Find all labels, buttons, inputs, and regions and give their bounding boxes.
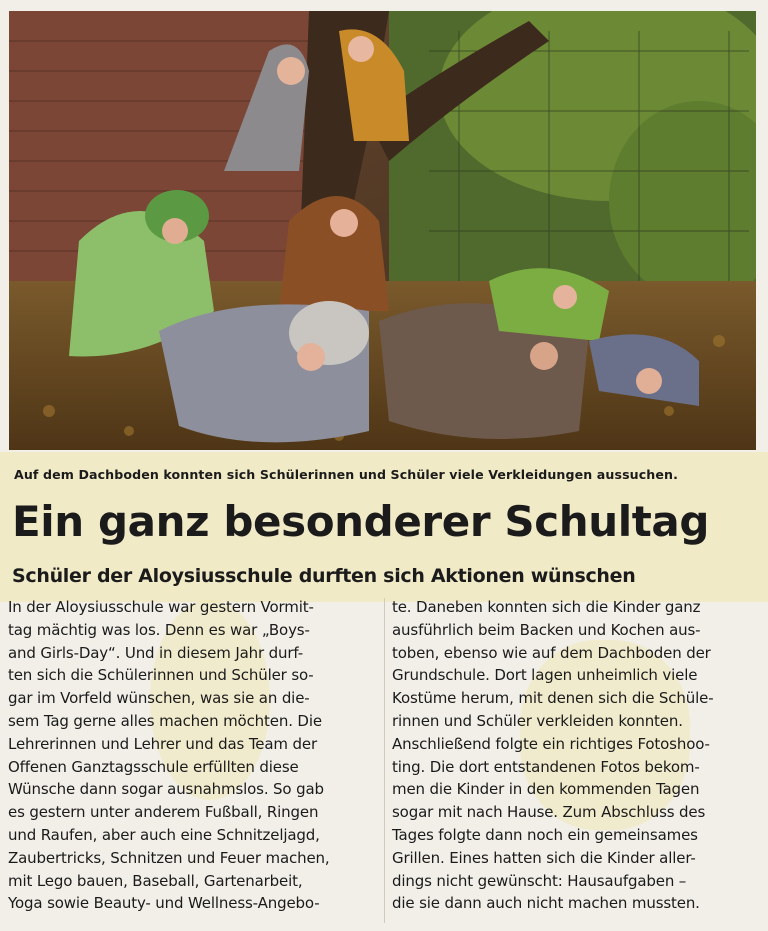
text-line: Tages folgte dann noch ein gemeinsames	[392, 825, 698, 844]
text-line: und Raufen, aber auch eine Schnitzeljagd,	[8, 825, 320, 844]
text-line: sogar mit nach Hause. Zum Abschluss des	[392, 803, 706, 822]
text-line: Offenen Ganztagsschule erfüllten diese	[8, 757, 299, 776]
article-photo	[9, 11, 756, 450]
article-column-2	[392, 596, 762, 915]
text-line: Kostüme herum, mit denen sich die Schüle-	[392, 689, 714, 708]
text-line: Yoga sowie Beauty- und Wellness-Angebo-	[8, 894, 320, 913]
text-line: Zaubertricks, Schnitzen und Feuer machen,	[8, 848, 330, 867]
text-line: tag mächtig was los. Denn es war „Boys-	[8, 620, 310, 639]
text-line: Anschließend folgte ein richtiges Fotoshoo-	[392, 734, 710, 753]
text-line: gar im Vorfeld wünschen, was sie an die-	[8, 689, 310, 708]
text-line: ten sich die Schülerinnen und Schüler so-	[8, 666, 314, 685]
text-line: and Girls-Day“. Und in diesem Jahr durf-	[8, 643, 303, 662]
article-headline: Ein ganz besonderer Schultag	[12, 497, 709, 546]
text-line: toben, ebenso wie auf dem Dachboden der	[392, 643, 711, 662]
text-line: die sie dann auch nicht machen mussten.	[392, 894, 700, 913]
text-line: Wünsche dann sogar ausnahmslos. So gab	[8, 780, 324, 799]
text-line: men die Kinder in den kommenden Tagen	[392, 780, 700, 799]
photo-caption: Auf dem Dachboden konnten sich Schülerinnen und Schüler viele Verkleidungen aussuchen.	[14, 467, 678, 482]
text-line: rinnen und Schüler verkleiden konnten.	[392, 711, 683, 730]
article-subheadline: Schüler der Aloysiusschule durften sich Aktionen wünschen	[12, 565, 636, 587]
text-line: dings nicht gewünscht: Hausaufgaben –	[392, 871, 687, 890]
photo-children-costumes-icon	[9, 11, 756, 450]
text-line: sem Tag gerne alles machen möchten. Die	[8, 711, 322, 730]
text-line: ausführlich beim Backen und Kochen aus-	[392, 620, 701, 639]
article-column-1	[8, 596, 380, 915]
text-line: Grundschule. Dort lagen unheimlich viele	[392, 666, 698, 685]
text-line: te. Daneben konnten sich die Kinder ganz	[392, 598, 701, 616]
text-line: In der Aloysiusschule war gestern Vormit-	[8, 598, 314, 616]
text-line: Lehrerinnen und Lehrer und das Team der	[8, 734, 317, 753]
text-line: ting. Die dort entstandenen Fotos bekom-	[392, 757, 700, 776]
text-line: Grillen. Eines hatten sich die Kinder aller-	[392, 848, 696, 867]
text-line: es gestern unter anderem Fußball, Ringen	[8, 803, 319, 822]
text-line: mit Lego bauen, Baseball, Gartenarbeit,	[8, 871, 303, 890]
column-divider	[384, 598, 385, 923]
